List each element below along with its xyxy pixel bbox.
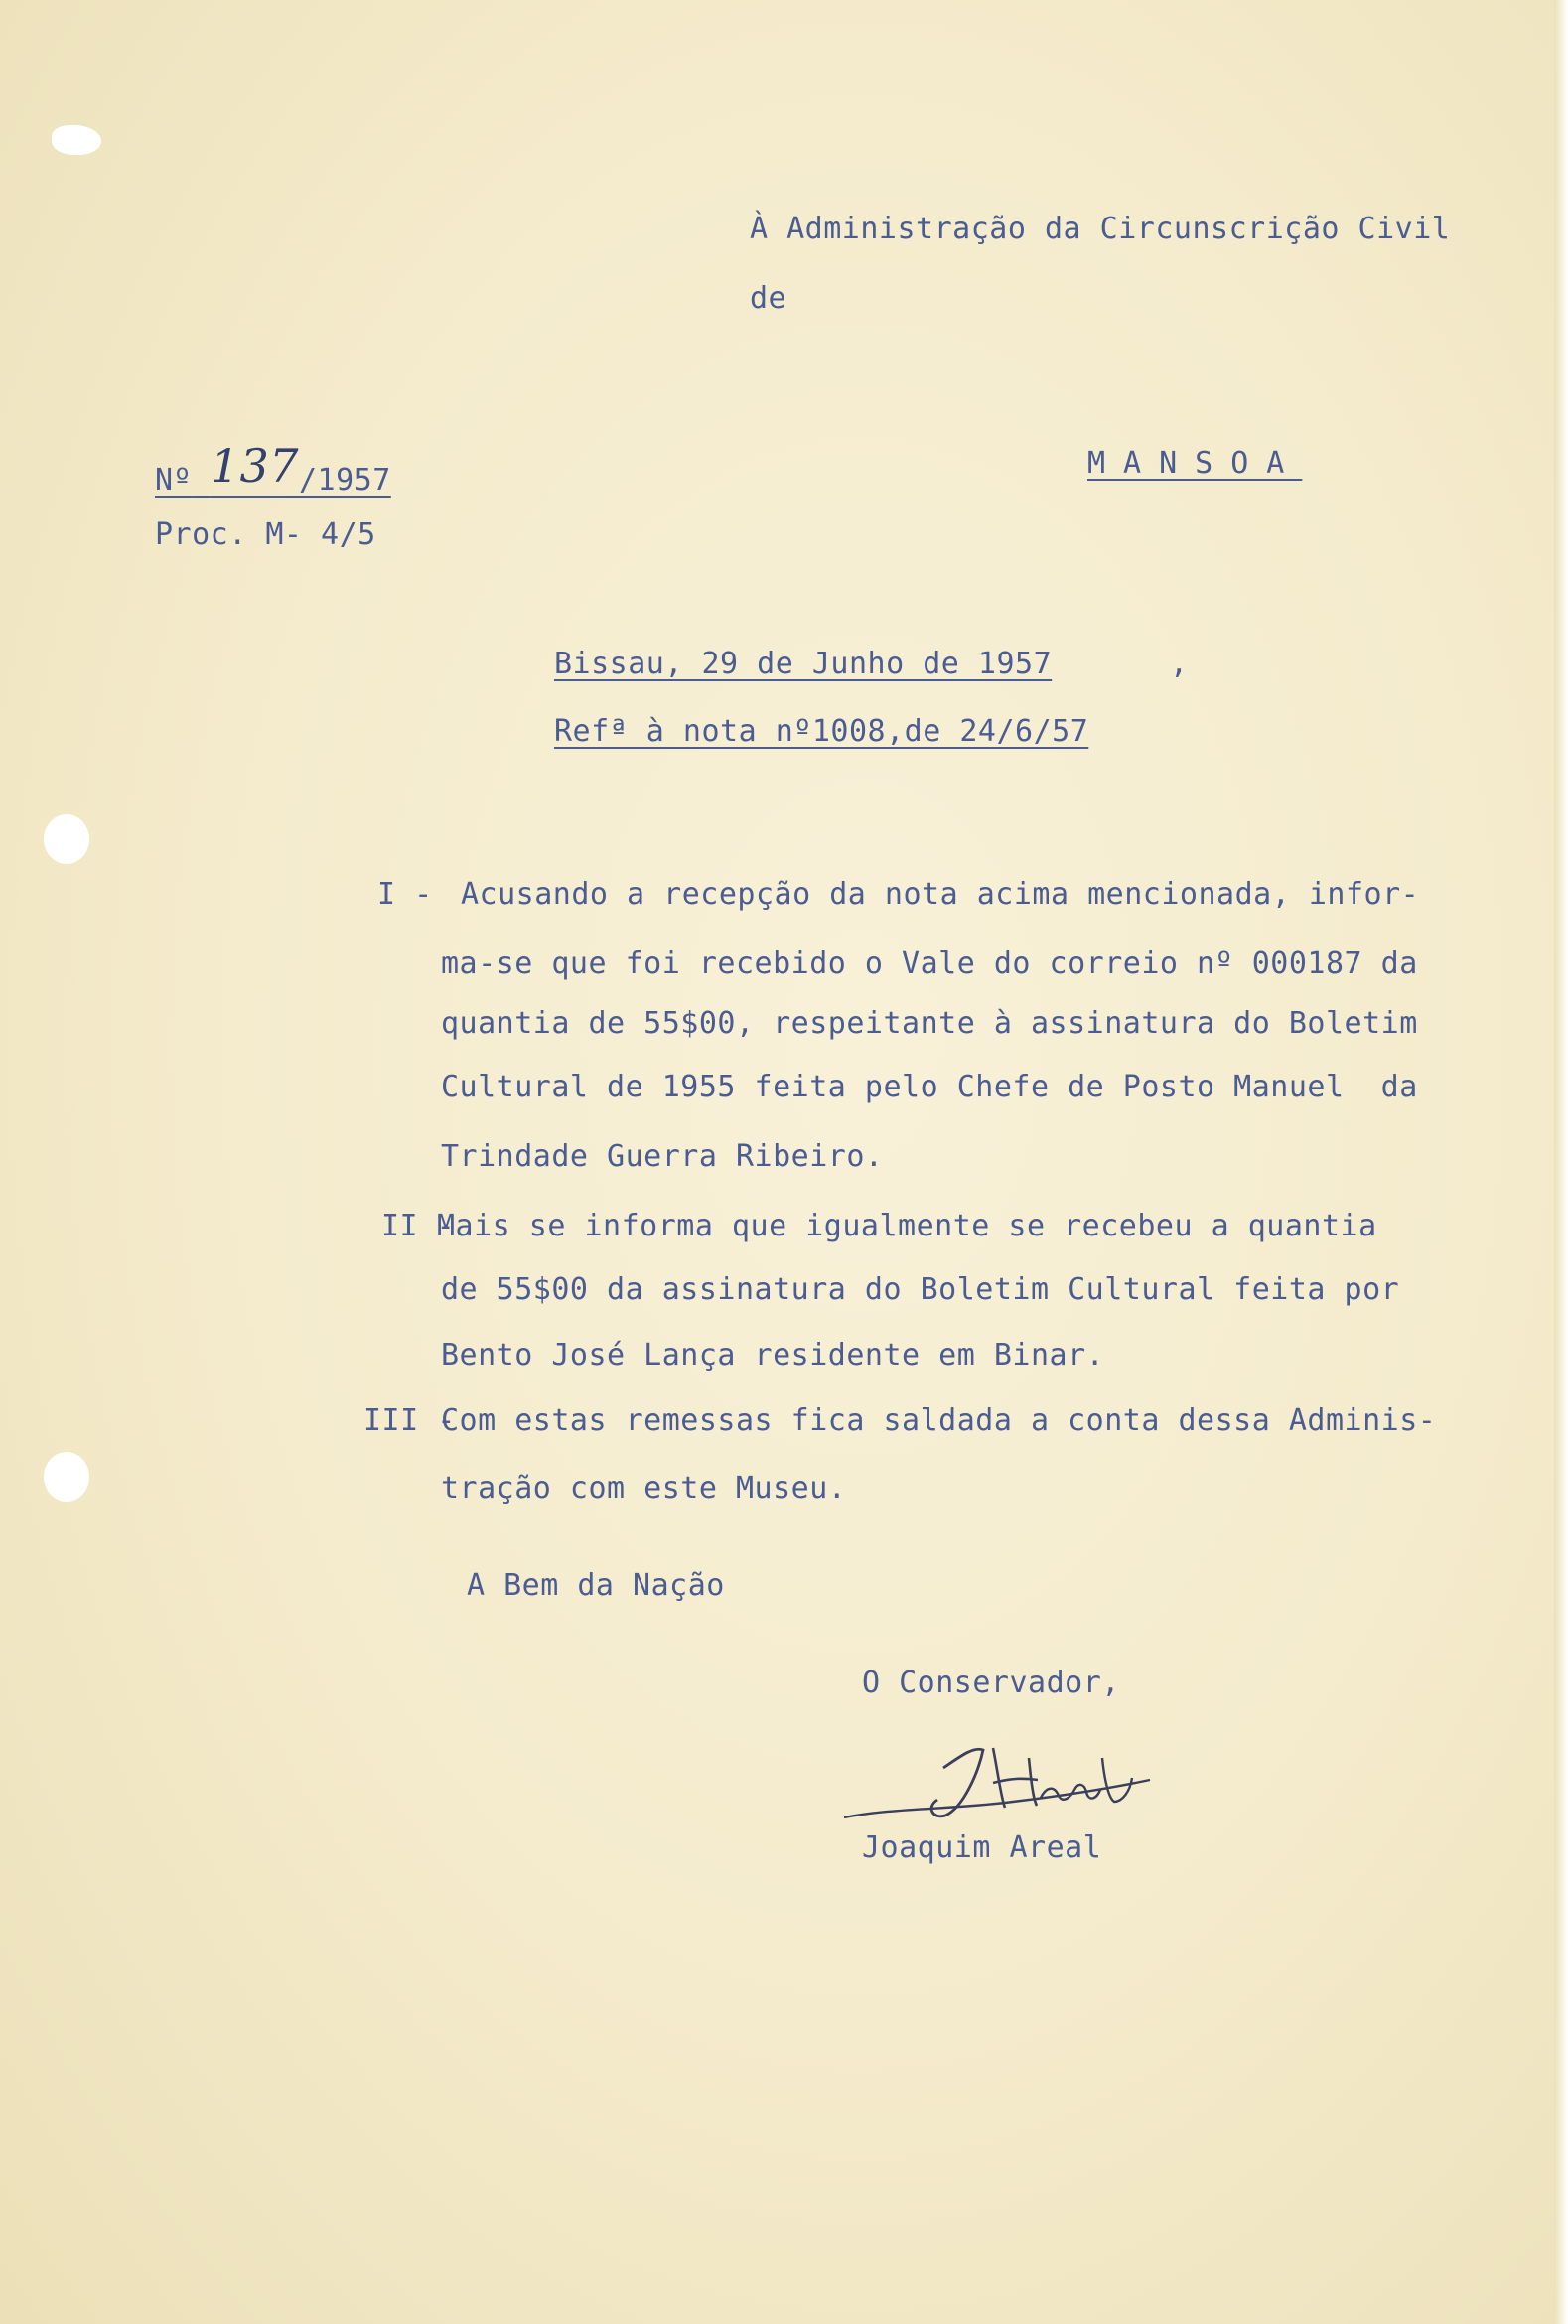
reference-number: Nº 137/1957 bbox=[155, 439, 391, 498]
note-reference: Refª à nota nº1008,de 24/6/57 bbox=[554, 714, 1089, 749]
paragraph-2-line: Mais se informa que igualmente se recebeu a quantia bbox=[437, 1209, 1377, 1243]
signatory-name: Joaquim Areal bbox=[862, 1830, 1102, 1865]
paragraph-1-line: Trindade Guerra Ribeiro. bbox=[441, 1139, 884, 1174]
paragraph-1-number: I - bbox=[377, 877, 433, 912]
paragraph-3-line: tração com este Museu. bbox=[441, 1471, 847, 1506]
place-date: Bissau, 29 de Junho de 1957 bbox=[554, 647, 1053, 681]
recipient-line-2: de bbox=[750, 281, 787, 316]
paragraph-1-line: ma-se que foi recebido o Vale do correio nº 000187 da bbox=[441, 946, 1418, 981]
paragraph-2-line: de 55$00 da assinatura do Boletim Cultural feita por bbox=[441, 1272, 1400, 1307]
signatory-title: O Conservador, bbox=[862, 1666, 1120, 1700]
punch-hole bbox=[44, 1452, 89, 1502]
closing-salutation: A Bem da Nação bbox=[467, 1568, 725, 1603]
destination: MANSOA bbox=[1087, 446, 1303, 481]
process-number: Proc. M- 4/5 bbox=[155, 517, 376, 552]
paragraph-3-number: III - bbox=[363, 1403, 456, 1438]
paragraph-2-line: Bento José Lança residente em Binar. bbox=[441, 1338, 1105, 1373]
paragraph-3-line: Com estas remessas fica saldada a conta dessa Adminis- bbox=[441, 1403, 1437, 1438]
handwritten-number: 137 bbox=[210, 439, 299, 493]
paragraph-2-number: II - bbox=[381, 1209, 456, 1243]
paragraph-1-line: Cultural de 1955 feita pelo Chefe de Posto Manuel da bbox=[441, 1070, 1418, 1104]
paper-tear bbox=[52, 125, 101, 155]
recipient-line-1: À Administração da Circunscrição Civil bbox=[750, 212, 1451, 246]
date-mark: , bbox=[1170, 647, 1189, 681]
paragraph-1-line: Acusando a recepção da nota acima mencionada, infor- bbox=[461, 877, 1420, 912]
paragraph-1-line: quantia de 55$00, respeitante à assinatura do Boletim bbox=[441, 1006, 1418, 1041]
punch-hole bbox=[44, 814, 89, 864]
handwritten-signature bbox=[834, 1728, 1162, 1837]
